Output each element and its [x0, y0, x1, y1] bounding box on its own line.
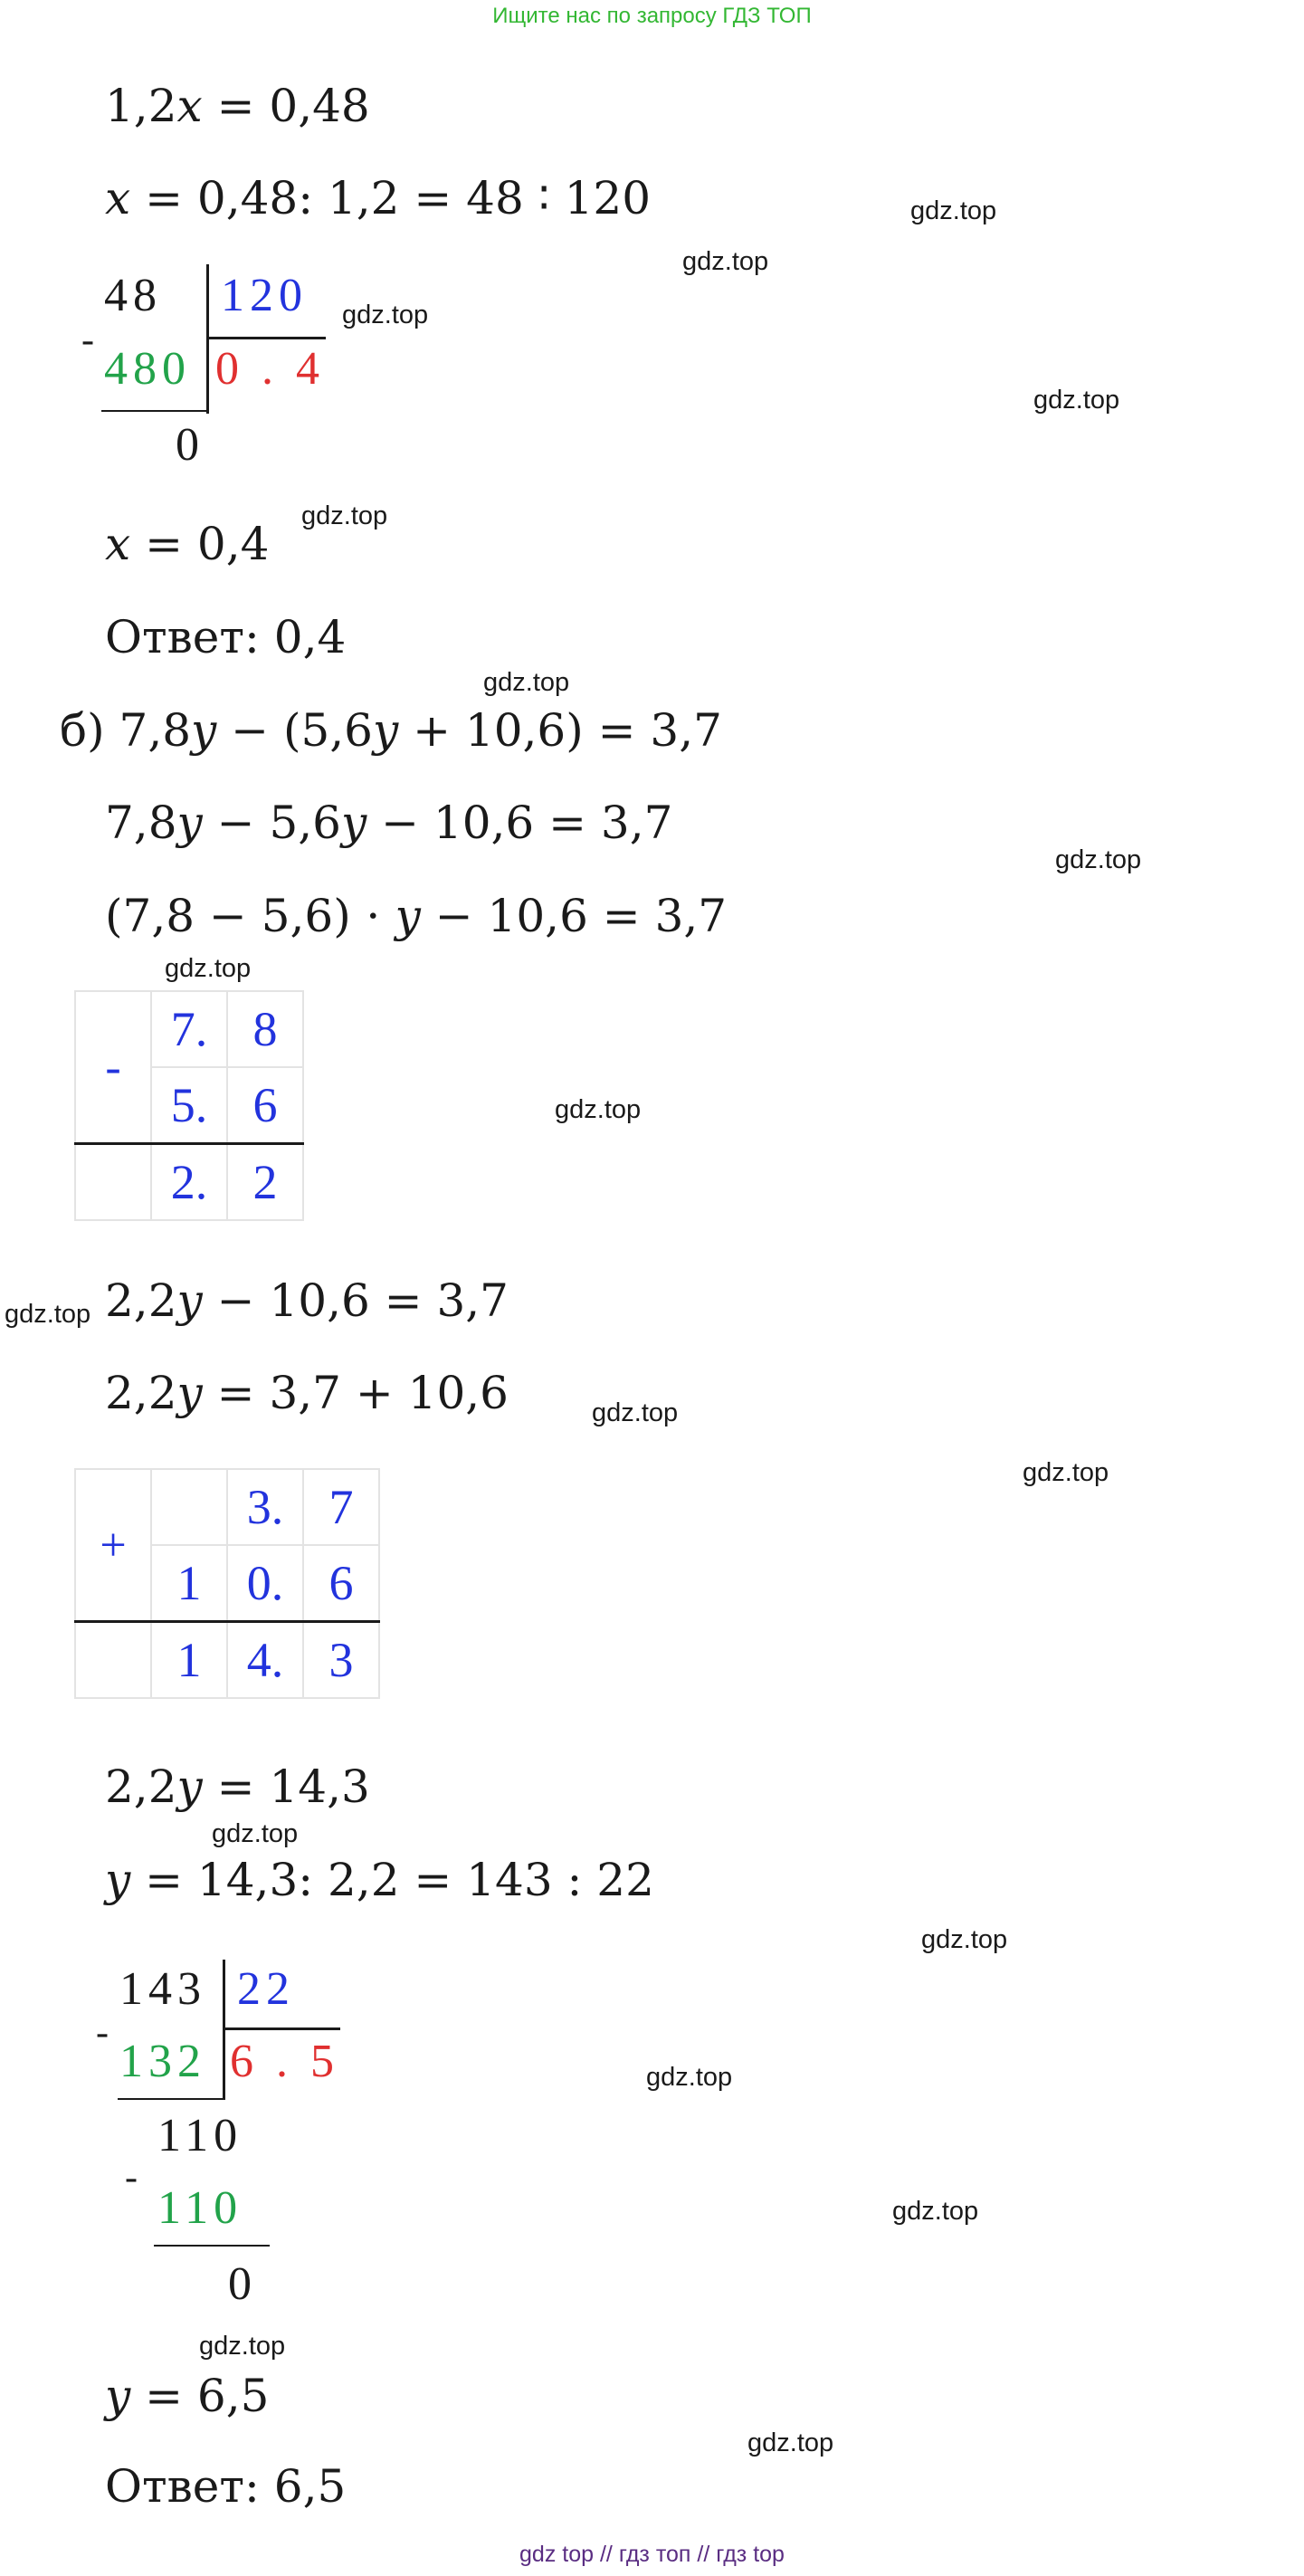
watermark: gdz.top: [212, 1819, 299, 1848]
equation-b7: 𝑦 = 14,3: 2,2 = 143 : 22: [105, 1854, 654, 1906]
equation-a2: 𝑥 = 0,48: 1,2 = 48 ∶ 120: [105, 172, 652, 224]
cell: 7.: [151, 991, 227, 1067]
answer-a: Ответ: 0,4: [105, 611, 347, 663]
watermark: gdz.top: [682, 247, 769, 276]
watermark: gdz.top: [483, 668, 570, 697]
watermark: gdz.top: [646, 2063, 733, 2092]
equation-b4: 2,2𝑦 − 10,6 = 3,7: [105, 1274, 509, 1327]
equation-b2: 7,8𝑦 − 5,6𝑦 − 10,6 = 3,7: [105, 797, 673, 849]
division-underline-1: [118, 2098, 224, 2100]
cell: 7: [303, 1469, 379, 1545]
watermark: gdz.top: [301, 501, 388, 530]
watermark: gdz.top: [555, 1095, 642, 1124]
watermark: gdz.top: [892, 2197, 979, 2226]
minus-sign-2: -: [125, 2157, 143, 2199]
remainder-2: 0: [228, 2258, 257, 2310]
product-1: 132: [119, 2036, 206, 2087]
quotient: 0 . 4: [215, 343, 325, 395]
minus-sign: -: [81, 320, 100, 361]
answer-b: Ответ: 6,5: [105, 2460, 347, 2513]
dividend: 143: [119, 1963, 206, 2015]
addition-sign: +: [75, 1469, 151, 1622]
product: 480: [104, 343, 191, 395]
cell: 6: [227, 1067, 303, 1144]
equation-b1: б) 7,8𝑦 − (5,6𝑦 + 10,6) = 3,7: [60, 704, 722, 757]
minus-sign: -: [96, 2012, 114, 2054]
watermark: gdz.top: [921, 1925, 1008, 1954]
divisor: 120: [221, 270, 308, 321]
watermark: gdz.top: [1033, 386, 1120, 415]
watermark: gdz.top: [199, 2332, 286, 2361]
watermark: gdz.top: [342, 301, 429, 329]
watermark: gdz.top: [592, 1398, 679, 1427]
cell: 8: [227, 991, 303, 1067]
cell: 3.: [227, 1469, 303, 1545]
product-2: 110: [157, 2182, 243, 2234]
addition-table: [74, 1468, 380, 1699]
cell: [75, 1622, 151, 1699]
top-banner: Ищите нас по запросу ГДЗ ТОП: [492, 4, 812, 28]
cell: 1: [151, 1545, 227, 1622]
division-underline: [101, 410, 207, 412]
equation-b3: (7,8 − 5,6) ⋅ 𝑦 − 10,6 = 3,7: [105, 890, 728, 942]
subtraction-table: [74, 990, 304, 1221]
division-bracket-horizontal: [206, 337, 326, 339]
watermark: gdz.top: [747, 2428, 834, 2457]
cell: 3: [303, 1622, 379, 1699]
equation-a1: 1,2𝑥 = 0,48: [105, 80, 370, 132]
watermark: gdz.top: [910, 196, 997, 225]
subtraction-sign: -: [75, 991, 151, 1144]
watermark: gdz.top: [1055, 845, 1142, 874]
equation-a3: 𝑥 = 0,4: [105, 518, 270, 570]
cell: 4.: [227, 1622, 303, 1699]
equation-b8: 𝑦 = 6,5: [105, 2370, 270, 2422]
cell: 2: [227, 1144, 303, 1221]
quotient: 6 . 5: [230, 2036, 339, 2087]
cell: 2.: [151, 1144, 227, 1221]
remainder: 0: [176, 419, 205, 471]
watermark: gdz.top: [1023, 1458, 1109, 1487]
remainder-1: 110: [157, 2110, 243, 2161]
equation-b6: 2,2𝑦 = 14,3: [105, 1760, 370, 1813]
cell: 6: [303, 1545, 379, 1622]
watermark: gdz.top: [165, 954, 252, 983]
cell: 0.: [227, 1545, 303, 1622]
watermark: gdz.top: [5, 1300, 91, 1329]
divisor: 22: [237, 1963, 295, 2015]
equation-b5: 2,2𝑦 = 3,7 + 10,6: [105, 1367, 509, 1419]
division-bracket-horizontal: [223, 2027, 340, 2030]
cell: [75, 1144, 151, 1221]
dividend: 48: [104, 270, 162, 321]
division-underline-2: [154, 2245, 270, 2247]
cell: 5.: [151, 1067, 227, 1144]
cell: 1: [151, 1622, 227, 1699]
footer-links[interactable]: gdz top // гдз топ // гдз top: [519, 2542, 785, 2567]
cell: [151, 1469, 227, 1545]
